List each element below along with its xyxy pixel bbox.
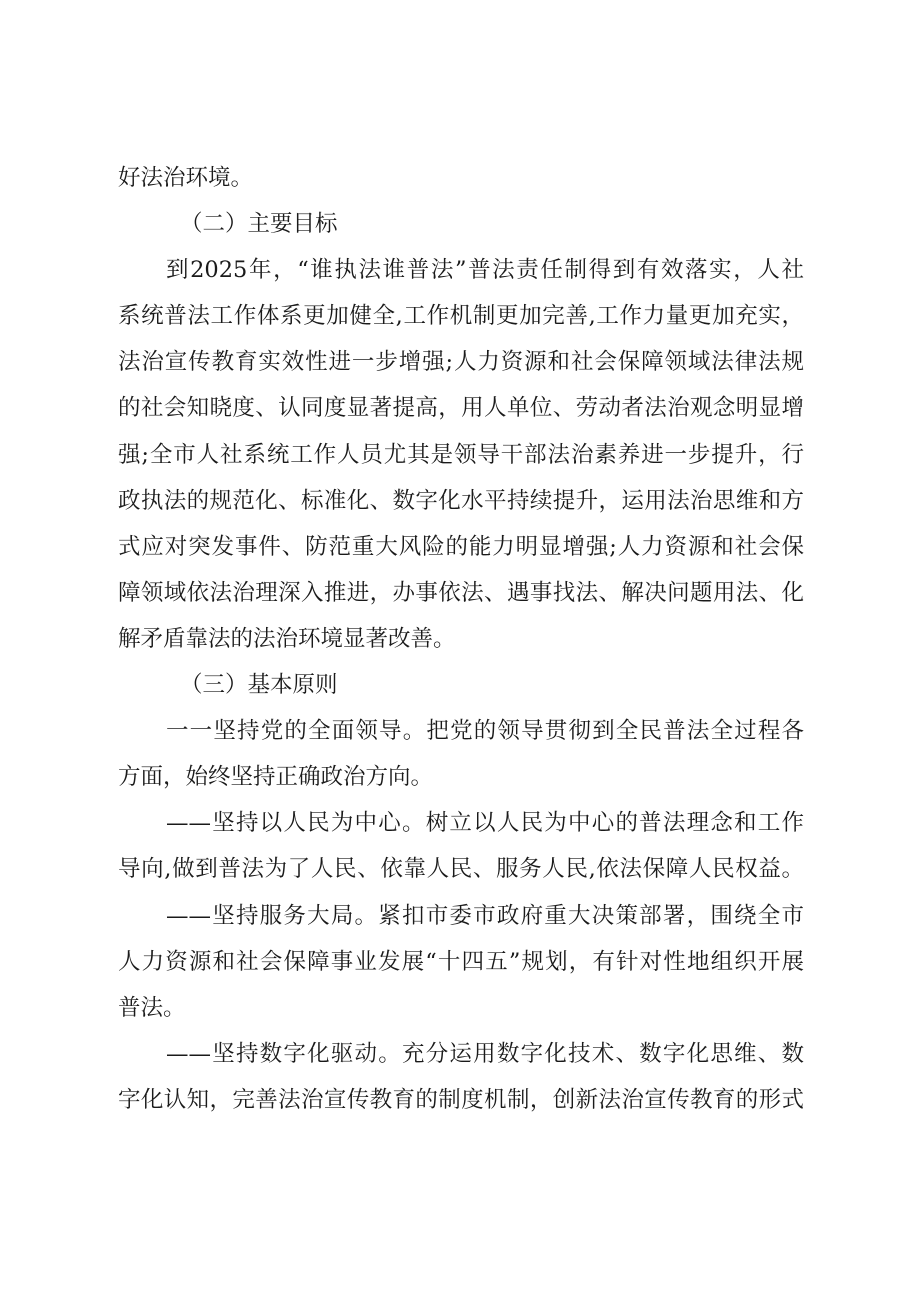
paragraph-line: ——坚持以人民为中心。树立以人民为中心的普法理念和工作: [166, 810, 804, 837]
paragraph-line: 导向,做到普法为了人民、依靠人民、服务人民,依法保障人民权益。: [118, 856, 804, 883]
paragraph-line: 障领域依法治理深入推进，办事依法、遇事找法、解决问题用法、化: [118, 579, 804, 606]
section-heading: （三）基本原则: [180, 672, 338, 699]
paragraph-line: 解矛盾靠法的法治环境显著改善。: [118, 625, 456, 652]
paragraph-line: 普法。: [118, 994, 186, 1021]
paragraph-line: 强;全市人社系统工作人员尤其是领导干部法治素养进一步提升，行: [118, 441, 804, 468]
paragraph-line: 好法治环境。: [118, 165, 254, 191]
paragraph-line: 人力资源和社会保障事业发展“十四五”规划，有针对性地组织开展: [118, 948, 804, 975]
document-body: [118, 155, 804, 1123]
paragraph-line: 的社会知晓度、认同度显著提高，用人单位、劳动者法治观念明显增: [118, 395, 804, 422]
paragraph-line: 法治宣传教育实效性进一步增强;人力资源和社会保障领域法律法规: [118, 349, 804, 376]
paragraph-line: ——坚持服务大局。紧扣市委市政府重大决策部署，围绕全市: [166, 902, 804, 929]
paragraph-line: 式应对突发事件、防范重大风险的能力明显增强;人力资源和社会保: [118, 533, 804, 560]
section-heading: （二）主要目标: [180, 211, 338, 238]
paragraph-line: 一一坚持党的全面领导。把党的领导贯彻到全民普法全过程各: [166, 718, 804, 745]
paragraph-line: ——坚持数字化驱动。充分运用数字化技术、数字化思维、数: [166, 1040, 804, 1067]
paragraph-line: 字化认知，完善法治宣传教育的制度机制，创新法治宣传教育的形式: [118, 1086, 804, 1113]
paragraph-line: 系统普法工作体系更加健全,工作机制更加完善,工作力量更加充实，: [118, 303, 804, 330]
paragraph-line: 到2025年，“谁执法谁普法”普法责任制得到有效落实，人社: [166, 257, 804, 284]
paragraph-line: 政执法的规范化、标准化、数字化水平持续提升，运用法治思维和方: [118, 487, 804, 514]
paragraph-line: 方面，始终坚持正确政治方向。: [118, 764, 434, 791]
